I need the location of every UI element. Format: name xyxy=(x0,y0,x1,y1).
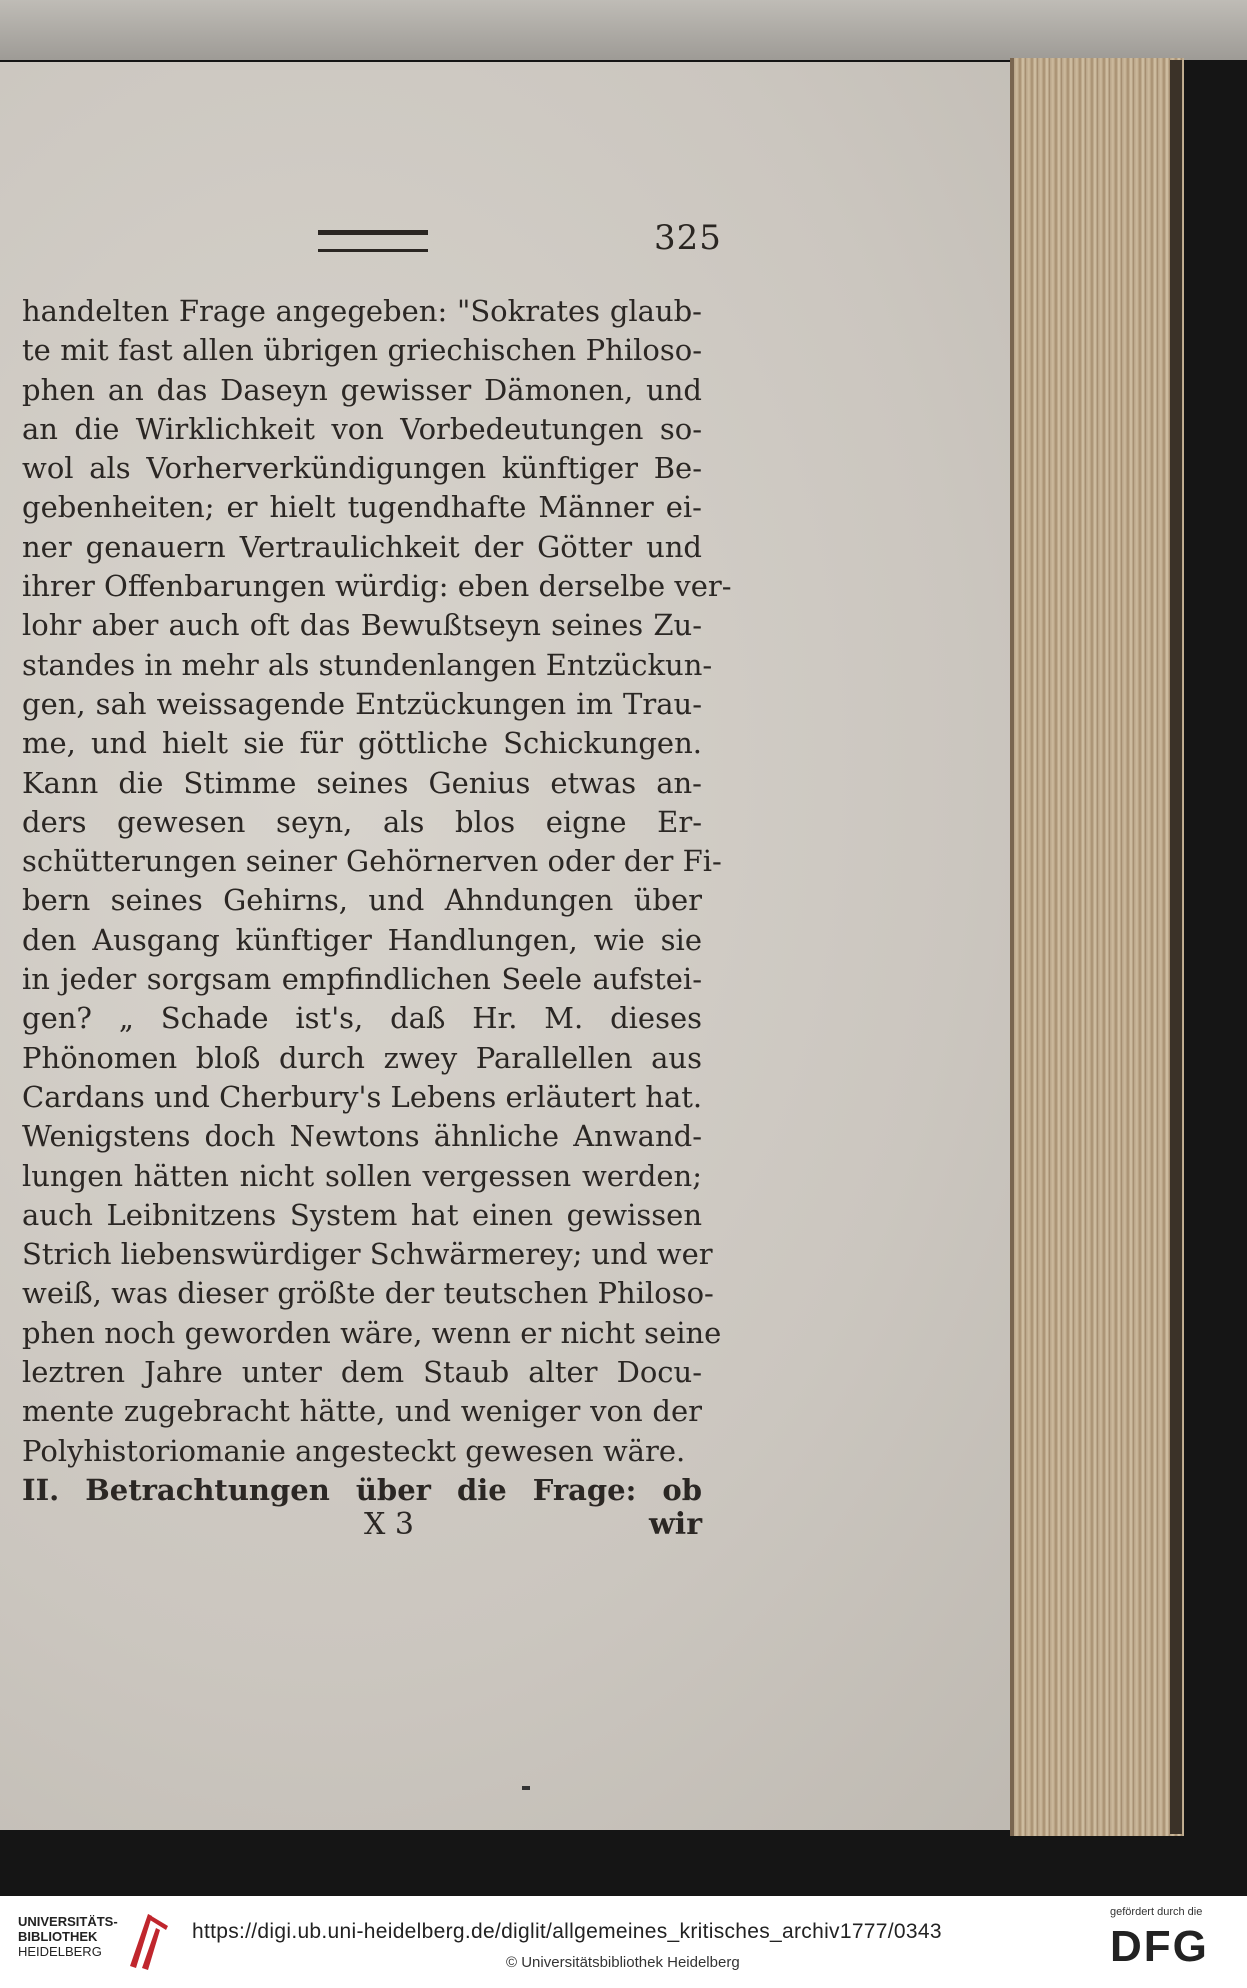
permalink-url[interactable]: https://digi.ub.uni-heidelberg.de/diglit/allgemeines_kritisches_archiv1777/0343 xyxy=(192,1920,942,1943)
body-text xyxy=(22,292,732,1510)
text-line: lungen hätten nicht sollen vergessen werden; xyxy=(22,1158,702,1193)
text-line: Wenigstens doch Newtons ähnliche Anwand- xyxy=(22,1119,702,1154)
library-logo[interactable] xyxy=(18,1914,118,1959)
text-line: phen an das Daseyn gewisser Dämonen, und xyxy=(22,372,702,407)
text-line: standes in mehr als stundenlangen Entzückun- xyxy=(22,647,713,682)
text-line: ihrer Offenbarungen würdig: eben derselbe ver- xyxy=(22,569,732,604)
catchword: wir xyxy=(648,1507,702,1542)
text-line: Strich liebenswürdiger Schwärmerey; und wer xyxy=(22,1237,713,1272)
page-edges xyxy=(1010,58,1184,1836)
text-line: in jeder sorgsam empfindlichen Seele aufstei- xyxy=(22,962,702,997)
text-line: Phönomen bloß durch zwey Parallellen aus xyxy=(22,1040,702,1075)
text-line: ders gewesen seyn, als blos eigne Er- xyxy=(22,804,702,839)
text-line: gen, sah weissagende Entzückungen im Trau- xyxy=(22,686,702,721)
text-line: phen noch geworden wäre, wenn er nicht seine xyxy=(22,1315,722,1350)
section-heading: II. Betrachtungen über die Frage: ob xyxy=(22,1472,702,1507)
text-line: bern seines Gehirns, und Ahndungen über xyxy=(22,883,702,918)
text-line: wol als Vorherverkündigungen künftiger Be- xyxy=(22,451,702,486)
library-name-line3: HEIDELBERG xyxy=(18,1944,102,1959)
text-line: Polyhistoriomanie angesteckt gewesen wäre. xyxy=(22,1433,686,1468)
library-name-line1: UNIVERSITÄTS- xyxy=(18,1914,118,1929)
text-line: leztren Jahre unter dem Staub alter Docu- xyxy=(22,1355,702,1390)
text-line: an die Wirklichkeit von Vorbedeutungen so- xyxy=(22,411,702,446)
page-number: 325 xyxy=(654,218,722,258)
text-line: schütterungen seiner Gehörnerven oder der Fi- xyxy=(22,844,722,879)
header-rule xyxy=(318,230,428,252)
text-line: ner genauern Vertraulichkeit der Götter und xyxy=(22,529,702,564)
text-line: me, und hielt sie für göttliche Schickungen. xyxy=(22,726,702,761)
text-line: weiß, was dieser größte der teutschen Philoso- xyxy=(22,1276,714,1311)
text-line: auch Leibnitzens System hat einen gewissen xyxy=(22,1197,702,1232)
text-line: handelten Frage angegeben: "Sokrates glaub- xyxy=(22,294,702,328)
signature-mark: X 3 xyxy=(364,1507,414,1542)
copyright-notice: © Universitätsbibliothek Heidelberg xyxy=(506,1954,740,1971)
text-line: te mit fast allen übrigen griechischen Philoso- xyxy=(22,333,702,368)
page-edges-shadow xyxy=(1170,60,1182,1834)
text-line: Cardans und Cherbury's Lebens erläutert hat. xyxy=(22,1079,703,1114)
book-top-edge xyxy=(0,0,1247,60)
library-emblem-icon xyxy=(122,1908,174,1972)
text-line: gebenheiten; er hielt tugendhafte Männer ei- xyxy=(22,490,702,525)
text-line: den Ausgang künftiger Handlungen, wie sie xyxy=(22,922,702,957)
funder-label: gefördert durch die xyxy=(1110,1906,1203,1918)
library-name-line2: BIBLIOTHEK xyxy=(18,1929,98,1944)
text-line: Kann die Stimme seines Genius etwas an- xyxy=(22,765,702,800)
viewer-footer xyxy=(0,1896,1247,1988)
text-line: lohr aber auch oft das Bewußtseyn seines Zu- xyxy=(22,608,702,643)
ink-speck xyxy=(522,1786,530,1790)
text-line: mente zugebracht hätte, und weniger von der xyxy=(22,1394,702,1429)
dfg-logo[interactable]: DFG xyxy=(1110,1922,1209,1971)
text-line: gen? „ Schade ist's, daß Hr. M. dieses xyxy=(22,1001,702,1036)
